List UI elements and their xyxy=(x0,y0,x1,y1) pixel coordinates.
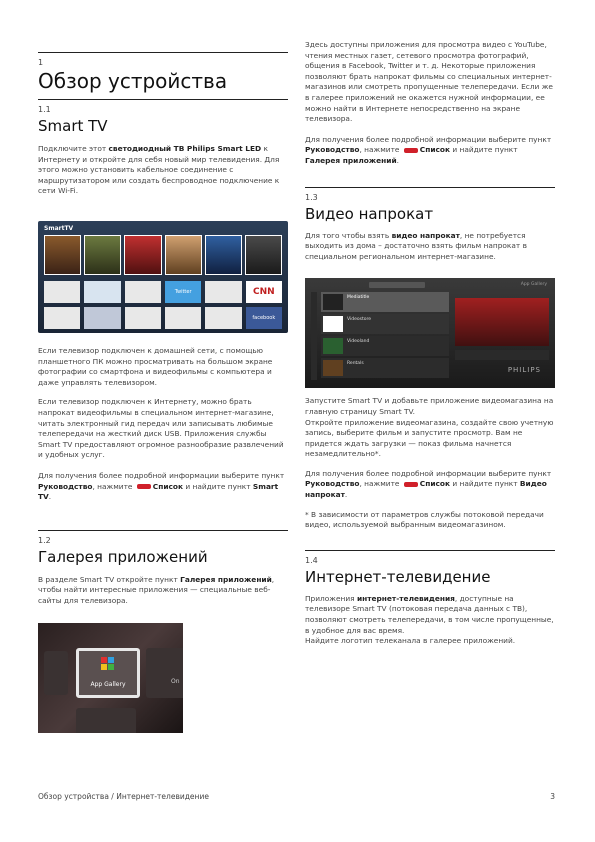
app-gallery-screenshot xyxy=(38,623,183,733)
section-rule xyxy=(305,187,555,188)
paragraph: Откройте приложение видеомагазина, создайте свою учетную запись, выберите фильм и запустите просмотр. Вам не придется ждать загрузки — показ фильма начнется незамедлительно*. xyxy=(305,417,554,459)
app-tile xyxy=(205,307,241,329)
paragraph: Запустите Smart TV и добавьте приложение видеомагазина на главную страницу Smart TV. xyxy=(305,396,554,416)
app-tile xyxy=(84,281,120,303)
list-item xyxy=(321,358,449,378)
side-strip xyxy=(311,292,317,380)
app-row xyxy=(44,281,282,303)
app-tile-partial xyxy=(146,648,183,698)
paragraph: Приложения интернет-телевидения, доступные на телевизоре Smart TV (потоковая передача данных с ТВ), позволяют смотреть телепередачи, в том числе пропущенные, в удобное для вас время. xyxy=(305,593,554,635)
paragraph: Здесь доступны приложения для просмотра видео с YouTube, чтения местных газет, сетевого просмотра фотографий, общения в Facebook, Twitter и т. д. Некоторые приложения позволяют брать напрокат фильмы со специальных интернет-магазинов или смотреть пропущенные телепередачи. Если же в галерее приложений не окажется нужной информации, ее можно найти в Интернете непосредственно на экране телевизора. xyxy=(305,40,553,124)
cnn-tile: CNN xyxy=(246,281,282,303)
app-tile xyxy=(76,708,136,733)
app-tile xyxy=(44,651,68,695)
section-number: 1.2 xyxy=(38,535,51,545)
right-column xyxy=(305,0,555,801)
paragraph: Для получения более подробной информации выберите пункт Руководство, нажмите Список и найдите пункт Smart TV. xyxy=(38,470,285,502)
section-rule xyxy=(38,99,288,100)
section-title-smart-tv: Smart TV xyxy=(38,117,108,135)
left-column xyxy=(38,0,288,801)
paragraph: Если телевизор подключен к домашней сети, с помощью планшетного ПК можно просматривать на большом экране фотографии со смартфона и видеофильмы с компьютера и даже управлять телевизором. xyxy=(38,345,273,387)
app-gallery-tile xyxy=(76,648,140,698)
app-tile xyxy=(44,281,80,303)
preview-image xyxy=(455,298,549,346)
section-title-internet-tv: Интернет-телевидение xyxy=(305,567,491,586)
featured-row xyxy=(44,235,282,275)
featured-tile xyxy=(245,235,282,275)
list-item-label: Mediatitle xyxy=(347,295,370,301)
section-title-app-gallery: Галерея приложений xyxy=(38,547,208,566)
brand-logo: PHILIPS xyxy=(507,366,541,375)
app-row xyxy=(44,307,282,329)
featured-tile xyxy=(124,235,161,275)
featured-tile xyxy=(205,235,242,275)
paragraph: Если телевизор подключен к Интернету, можно брать напрокат видеофильмы в специальном интернет-магазине, читать электронный гид передач или записывать любимые телепередачи на жесткий диск USB. Приложения службы Smart TV предоставляют огромное разнообразие развлечений и удобных услуг. xyxy=(38,397,284,460)
paragraph: Для получения более подробной информации выберите пункт Руководство, нажмите Список и найдите пункт Видео напрокат. xyxy=(305,468,552,500)
section-number: 1 xyxy=(38,58,44,67)
app-tile xyxy=(165,307,201,329)
video-store-screenshot xyxy=(305,278,555,388)
preview-strip xyxy=(455,350,549,360)
twitter-tile: Twitter xyxy=(165,281,201,303)
page-title: Обзор устройства xyxy=(38,69,228,93)
app-gallery-icon xyxy=(101,657,115,671)
page-number: 3 xyxy=(550,792,555,801)
smart-tv-screenshot xyxy=(38,221,288,333)
red-key-icon xyxy=(404,148,418,153)
footer-breadcrumb: Обзор устройства / Интернет-телевидение xyxy=(38,792,209,801)
paragraph: Подключите этот светодиодный ТВ Philips Smart LED к Интернету и откройте для себя новый мир телевидения. Для этого можно установить кабельное соединение с маршрутизатором или создать беспроводное подключение к сети Wi-Fi. xyxy=(38,144,280,196)
list-item-label: Videostore xyxy=(347,317,371,323)
list-item-label: Videoland xyxy=(347,339,370,345)
app-tile xyxy=(125,307,161,329)
list-item xyxy=(321,314,449,334)
paragraph: Для того чтобы взять видео напрокат, не потребуется выходить из дома – достаточно взять фильм напрокат в специальном региональном интернет-магазине. xyxy=(305,230,527,261)
paragraph: Найдите логотип телеканала в галерее приложений. xyxy=(305,636,516,646)
section-number: 1.3 xyxy=(305,192,318,202)
app-tile xyxy=(205,281,241,303)
section-title-video-rental: Видео напрокат xyxy=(305,204,434,223)
section-number: 1.1 xyxy=(38,105,51,114)
footnote: * В зависимости от параметров службы потоковой передачи видео, используемой выбранным видеомагазином. xyxy=(305,509,544,530)
search-bar xyxy=(369,282,425,288)
paragraph: В разделе Smart TV откройте пункт Галерея приложений, чтобы найти интересные приложения — специальные веб-сайты для телевизора. xyxy=(38,574,275,605)
app-tile xyxy=(44,307,80,329)
list-item xyxy=(321,336,449,356)
facebook-tile: facebook xyxy=(246,307,282,329)
section-number: 1.4 xyxy=(305,555,318,565)
section-rule xyxy=(38,52,288,53)
list-item xyxy=(321,292,449,312)
app-tile xyxy=(125,281,161,303)
app-gallery-label: App Gallery xyxy=(90,681,126,689)
featured-tile xyxy=(165,235,202,275)
paragraph: Для получения более подробной информации выберите пункт Руководство, нажмите Список и найдите пункт Галерея приложений. xyxy=(305,134,552,165)
red-key-icon xyxy=(137,484,151,489)
section-rule xyxy=(305,550,555,551)
app-tile xyxy=(84,307,120,329)
featured-tile xyxy=(44,235,81,275)
section-rule xyxy=(38,530,288,531)
screen-header: App Gallery xyxy=(520,282,547,288)
featured-tile xyxy=(84,235,121,275)
partial-label: On xyxy=(171,678,180,686)
smart-tv-logo: SmartTV xyxy=(44,224,74,232)
list-item-label: Rentals xyxy=(347,361,364,367)
red-key-icon xyxy=(404,482,418,487)
store-list xyxy=(321,292,449,380)
